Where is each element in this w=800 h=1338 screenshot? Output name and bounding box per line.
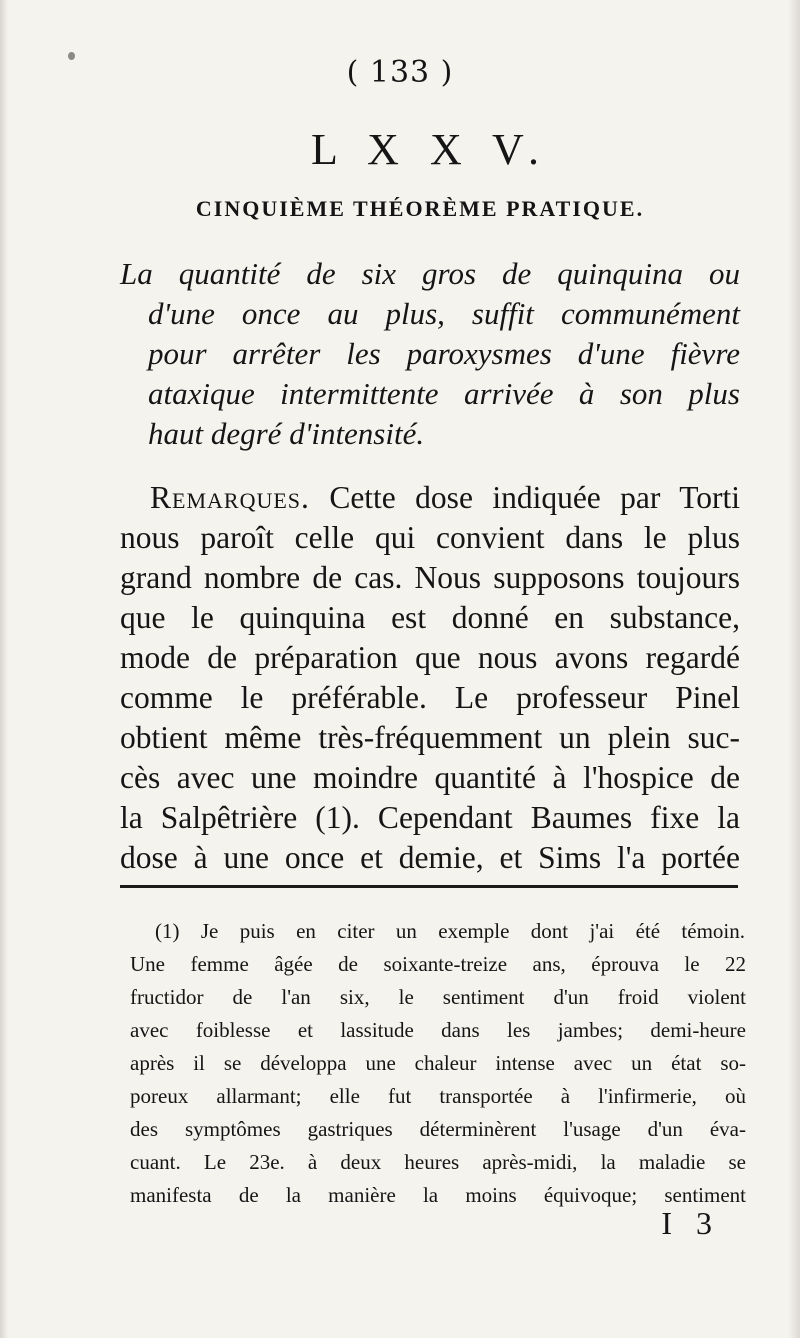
remarks-first-line [150,478,740,518]
body-line: comme le préférable. Le professeur Pinel [120,680,740,715]
body-line: que le quinquina est donné en substance, [120,600,740,635]
remarks-heading: Remarques. [150,480,310,515]
footnote-line: (1) Je puis en citer un exemple dont j'ai été témoin. [155,919,745,943]
theorem-line: ataxique intermittente arrivée à son plus [148,376,740,411]
footnote-line: après il se développa une chaleur intense avec un état so- [130,1051,746,1075]
body-line: dose à une once et demie, et Sims l'a portée [120,840,740,875]
section-number: L X X V. [310,125,550,174]
section-title: CINQUIÈME THÉORÈME PRATIQUE. [195,196,645,221]
theorem-line: d'une once au plus, suffit communément [148,296,740,331]
body-line: grand nombre de cas. Nous supposons toujours [120,560,740,595]
body-line: obtient même très-fréquemment un plein suc- [120,720,740,755]
theorem-line: haut degré d'intensité. [148,416,425,451]
footnote-rule [120,885,738,888]
body-line: la Salpêtrière (1). Cependant Baumes fixe la [120,800,740,835]
body-line: nous paroît celle qui convient dans le plus [120,520,740,555]
body-line: mode de préparation que nous avons regardé [120,640,740,675]
footnote-line: des symptômes gastriques déterminèrent l'usage d'un éva- [130,1117,746,1141]
body-line: cès avec une moindre quantité à l'hospice de [120,760,740,795]
footnote-line: poreux allarmant; elle fut transportée à l'infirmerie, où [130,1084,746,1108]
theorem-line: pour arrêter les paroxysmes d'une fièvre [148,336,740,371]
body-text: Cette dose indiquée par Torti [329,480,741,515]
footnote-line: fructidor de l'an six, le sentiment d'un froid violent [130,985,746,1009]
page-number: ( 133 ) [346,55,454,90]
signature-mark: I 3 [661,1205,720,1241]
theorem-line: La quantité de six gros de quinquina ou [120,256,740,291]
footnote-line: avec foiblesse et lassitude dans les jambes; demi-heure [130,1018,746,1042]
footnote-line: cuant. Le 23e. à deux heures après-midi, la maladie se [130,1150,746,1174]
footnote-line: manifesta de la manière la moins équivoque; sentiment [130,1183,746,1207]
footnote-line: Une femme âgée de soixante-treize ans, éprouva le 22 [130,952,746,976]
